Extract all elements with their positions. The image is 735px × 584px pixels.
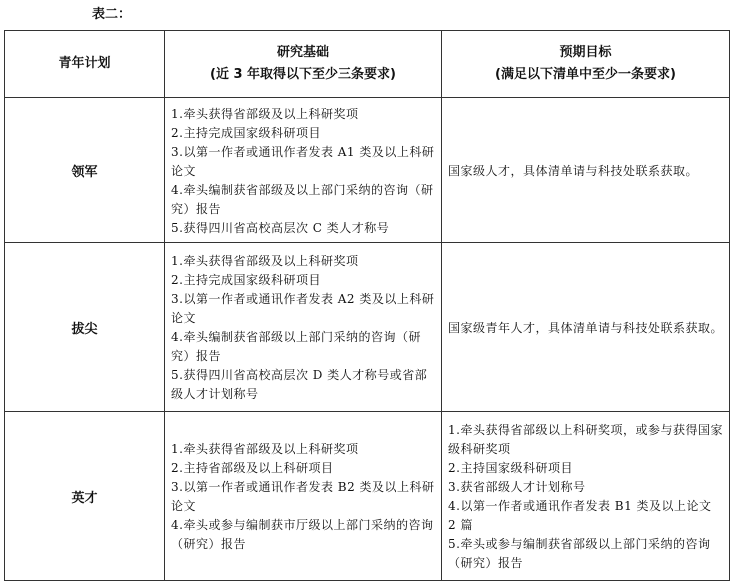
basis-item: 4.牵头编制获省部级以上部门采纳的咨询（研究）报告	[171, 330, 421, 363]
basis-cell	[165, 98, 442, 243]
header-goal	[442, 31, 730, 98]
table-caption: 表二：	[92, 7, 132, 22]
header-basis	[165, 31, 442, 98]
goal-cell: 国家级青年人才，具体清单请与科技处联系获取。	[442, 243, 730, 412]
header-goal-subtitle: (满足以下清单中至少一条要求)	[495, 67, 676, 82]
basis-cell	[165, 243, 442, 412]
goal-cell	[442, 412, 730, 581]
basis-item: 4.牵头或参与编制获市厅级以上部门采纳的咨询（研究）报告	[171, 518, 434, 551]
plan-name-yingcai: 英才	[5, 412, 165, 581]
basis-item: 1.牵头获得省部级及以上科研奖项	[171, 254, 359, 268]
goal-item: 1.牵头获得省部级以上科研奖项，或参与获得国家级科研奖项	[448, 423, 723, 456]
basis-item: 3.以第一作者或通讯作者发表 B2 类及以上科研论文	[171, 480, 435, 513]
table-row	[5, 243, 730, 412]
basis-item: 4.牵头编制获省部级及以上部门采纳的咨询（研究）报告	[171, 182, 434, 216]
goal-item: 5.牵头或参与编制获省部级以上部门采纳的咨询（研究）报告	[448, 537, 711, 570]
basis-item: 1.牵头获得省部级及以上科研奖项	[171, 106, 359, 121]
basis-item: 2.主持完成国家级科研项目	[171, 273, 321, 287]
table-row	[5, 98, 730, 243]
table-row	[5, 412, 730, 581]
header-goal-title: 预期目标	[559, 45, 612, 60]
basis-item: 5.获得四川省高校高层次 C 类人才称号	[171, 220, 390, 235]
talent-plan-table	[4, 30, 730, 581]
basis-item: 1.牵头获得省部级及以上科研奖项	[171, 442, 359, 456]
plan-name-bajian: 拔尖	[5, 243, 165, 412]
basis-cell	[165, 412, 442, 581]
basis-item: 2.主持完成国家级科研项目	[171, 125, 321, 140]
table-header-row	[5, 31, 730, 98]
goal-item: 2.主持国家级科研项目	[448, 461, 573, 475]
header-basis-title: 研究基础	[276, 45, 329, 60]
goal-item: 4.以第一作者或通讯作者发表 B1 类及以上论文 2 篇	[448, 499, 712, 532]
header-basis-subtitle: (近 3 年取得以下至少三条要求)	[210, 67, 396, 82]
basis-item: 5.获得四川省高校高层次 D 类人才称号或省部级人才计划称号	[171, 368, 428, 401]
basis-item: 3.以第一作者或通讯作者发表 A2 类及以上科研论文	[171, 292, 435, 325]
header-plan: 青年计划	[5, 31, 165, 98]
goal-cell: 国家级人才，具体清单请与科技处联系获取。	[442, 98, 730, 243]
basis-item: 3.以第一作者或通讯作者发表 A1 类及以上科研论文	[171, 144, 435, 178]
goal-item: 3.获省部级人才计划称号	[448, 480, 586, 494]
plan-name-lingjun: 领军	[5, 98, 165, 243]
basis-item: 2.主持省部级及以上科研项目	[171, 461, 334, 475]
